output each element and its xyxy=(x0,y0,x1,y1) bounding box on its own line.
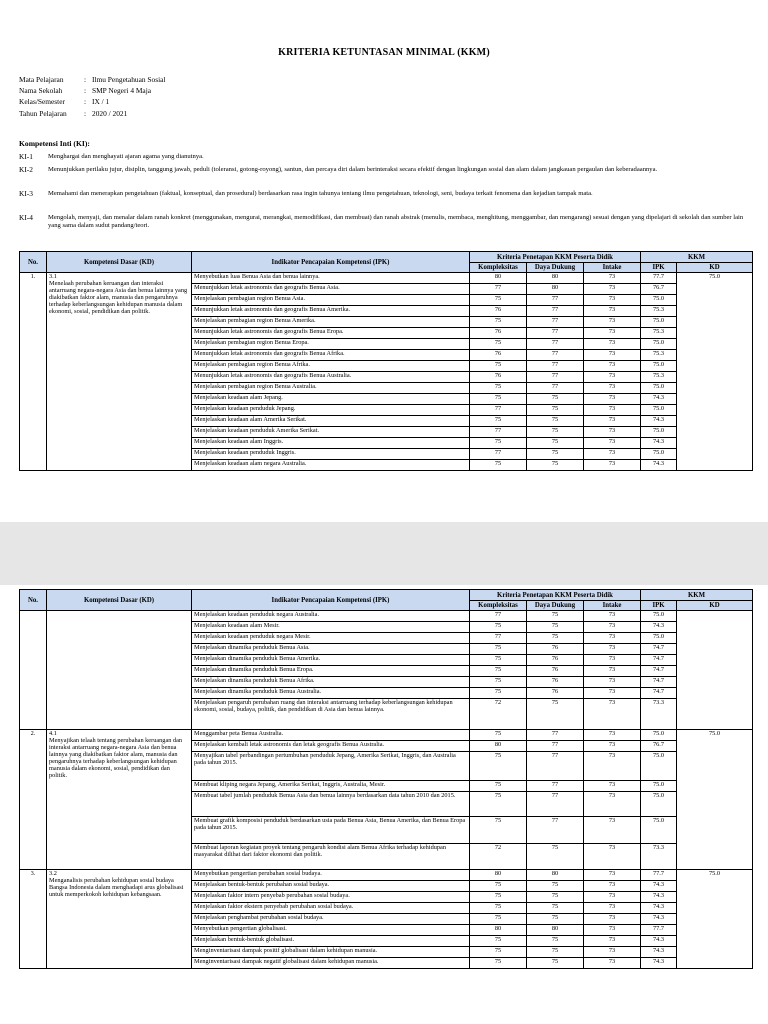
ipk-cell: Menginventarisasi dampak positif globalisasi dalam kehidupan manusia. xyxy=(192,947,470,958)
ipk-cell: Menjelaskan dinamika penduduk Benua Afrika. xyxy=(192,677,470,688)
meta-value: IX / 1 xyxy=(92,97,110,107)
kompleksitas-cell: 75 xyxy=(470,914,527,925)
kompleksitas-cell: 77 xyxy=(470,427,527,438)
daya-dukung-cell: 77 xyxy=(527,792,584,817)
intake-cell: 73 xyxy=(584,792,641,817)
kompleksitas-cell: 75 xyxy=(470,438,527,449)
col-header-no: No. xyxy=(20,252,47,273)
intake-cell: 73 xyxy=(584,611,641,622)
kkm-ipk-cell: 74.3 xyxy=(641,903,677,914)
row-number: 2. xyxy=(20,730,47,870)
kkm-ipk-cell: 74.7 xyxy=(641,655,677,666)
intake-cell: 73 xyxy=(584,892,641,903)
ipk-cell: Menjelaskan penghambat perubahan sosial budaya. xyxy=(192,914,470,925)
intake-cell: 73 xyxy=(584,958,641,969)
table-row xyxy=(20,273,753,284)
ipk-cell: Membuat tabel jumlah penduduk Benua Asia dan benua lainnya berdasarkan data tahun 2010 dan 2015. xyxy=(192,792,470,817)
kompleksitas-cell: 75 xyxy=(470,295,527,306)
kompleksitas-cell: 80 xyxy=(470,273,527,284)
col-header-intake: Intake xyxy=(584,601,641,611)
kkm-ipk-cell: 74.7 xyxy=(641,677,677,688)
kd-code: 4.1 xyxy=(49,730,57,737)
kd-cell xyxy=(47,730,192,870)
daya-dukung-cell: 77 xyxy=(527,817,584,844)
ki-label: KI-2 xyxy=(19,165,33,174)
daya-dukung-cell: 76 xyxy=(527,677,584,688)
page-title: KRITERIA KETUNTASAN MINIMAL (KKM) xyxy=(278,47,490,58)
ipk-cell: Menjelaskan keadaan penduduk Jepang. xyxy=(192,405,470,416)
kompleksitas-cell: 75 xyxy=(470,936,527,947)
intake-cell: 73 xyxy=(584,688,641,699)
ipk-cell: Menginventarisasi dampak negatif globalisasi dalam kehidupan manusia. xyxy=(192,958,470,969)
intake-cell: 73 xyxy=(584,383,641,394)
kkm-ipk-cell: 75.3 xyxy=(641,372,677,383)
daya-dukung-cell: 75 xyxy=(527,427,584,438)
ipk-cell: Menjelaskan pembagian region Benua Amerika. xyxy=(192,317,470,328)
kompleksitas-cell: 75 xyxy=(470,677,527,688)
kompleksitas-cell: 77 xyxy=(470,611,527,622)
col-header-intake: Intake xyxy=(584,263,641,273)
ipk-cell: Menunjukkan letak astronomis dan geografis Benua Afrika. xyxy=(192,350,470,361)
ki-text: Mengolah, menyaji, dan menalar dalam ranah konkret (menggunakan, mengurai, merangkai, memodifikasi, dan membuat) dan ranah abstrak (menulis, membaca, menghitung, menggambar, dan mengarang) sesuai dengan yang dipelajari di sekolah dan sumber lain yang sama dalam sudut pandang/teori. xyxy=(48,214,744,230)
kkm-ipk-cell: 74.3 xyxy=(641,958,677,969)
ki-item xyxy=(19,166,749,174)
col-header-ipk: Indikator Pencapaian Kompetensi (IPK) xyxy=(192,252,470,273)
ipk-cell: Menjelaskan dinamika penduduk Benua Asia. xyxy=(192,644,470,655)
ipk-cell: Menjelaskan keadaan alam Inggris. xyxy=(192,438,470,449)
kkm-ipk-cell: 74.7 xyxy=(641,644,677,655)
ipk-cell: Menunjukkan letak astronomis dan geografis Benua Australia. xyxy=(192,372,470,383)
col-header-no: No. xyxy=(20,590,47,611)
ipk-cell: Menjelaskan dinamika penduduk Benua Amerika. xyxy=(192,655,470,666)
ipk-cell: Menyebutkan luas Benua Asia dan benua lainnya. xyxy=(192,273,470,284)
kkm-ipk-cell: 75.3 xyxy=(641,306,677,317)
ipk-cell: Menjelaskan keadaan penduduk negara Mesir. xyxy=(192,633,470,644)
col-header-kkm-kd: KD xyxy=(677,601,753,611)
kkm-ipk-cell: 75.0 xyxy=(641,817,677,844)
kompleksitas-cell: 77 xyxy=(470,284,527,295)
intake-cell: 73 xyxy=(584,284,641,295)
ipk-cell: Menjelaskan keadaan alam Amerika Serikat. xyxy=(192,416,470,427)
daya-dukung-cell: 77 xyxy=(527,361,584,372)
intake-cell: 73 xyxy=(584,427,641,438)
ki-text: Menghargai dan menghayati ajaran agama yang dianutnya. xyxy=(48,153,204,160)
kompleksitas-cell: 75 xyxy=(470,730,527,741)
meta-value: Ilmu Pengetahuan Sosial xyxy=(92,75,166,84)
daya-dukung-cell: 80 xyxy=(527,273,584,284)
kd-text: Menyajikan telaah tentang perubahan keruangan dan interaksi antarruang negara-negara Asia dan benua lainnya yang diakibatkan faktor alam, manusia dan pengaruhnya terhadap keberlangsungan kehidupan manusia dalam ekonomi, sosial, pendidikan dan politik. xyxy=(49,737,183,779)
intake-cell: 73 xyxy=(584,633,641,644)
kompleksitas-cell: 76 xyxy=(470,306,527,317)
daya-dukung-cell: 75 xyxy=(527,405,584,416)
kkm-ipk-cell: 74.3 xyxy=(641,394,677,405)
col-header-kriteria: Kriteria Penetapan KKM Peserta Didik xyxy=(470,590,641,601)
kkm-ipk-cell: 75.3 xyxy=(641,328,677,339)
daya-dukung-cell: 80 xyxy=(527,925,584,936)
kompleksitas-cell: 75 xyxy=(470,361,527,372)
kkm-ipk-cell: 75.0 xyxy=(641,449,677,460)
intake-cell: 73 xyxy=(584,870,641,881)
kompleksitas-cell: 75 xyxy=(470,383,527,394)
kompleksitas-cell: 80 xyxy=(470,870,527,881)
kkm-ipk-cell: 75.0 xyxy=(641,339,677,350)
kkm-ipk-cell: 74.3 xyxy=(641,914,677,925)
kkm-ipk-cell: 77.7 xyxy=(641,870,677,881)
ipk-cell: Menjelaskan pengaruh perubahan ruang dan interaksi antarruang terhadap keberlangsungan kehidupan ekonomi, sosial, budaya, politik, dan pendidikan di Asia dan benua lainnya. xyxy=(192,699,470,730)
daya-dukung-cell: 77 xyxy=(527,328,584,339)
intake-cell: 73 xyxy=(584,925,641,936)
kompleksitas-cell: 77 xyxy=(470,449,527,460)
ipk-cell: Menjelaskan keadaan penduduk Inggris. xyxy=(192,449,470,460)
ipk-cell: Menjelaskan kembali letak astronomis dan letak geografis Benua Australia. xyxy=(192,741,470,752)
kkm-ipk-cell: 75.0 xyxy=(641,781,677,792)
kompleksitas-cell: 75 xyxy=(470,655,527,666)
kkm-ipk-cell: 75.0 xyxy=(641,611,677,622)
intake-cell: 73 xyxy=(584,844,641,870)
kompleksitas-cell: 75 xyxy=(470,339,527,350)
daya-dukung-cell: 77 xyxy=(527,781,584,792)
daya-dukung-cell: 75 xyxy=(527,947,584,958)
ki-label: KI-3 xyxy=(19,189,33,198)
daya-dukung-cell: 75 xyxy=(527,622,584,633)
ipk-cell: Menyebutkan pengertian globalisasi. xyxy=(192,925,470,936)
daya-dukung-cell: 76 xyxy=(527,644,584,655)
kompleksitas-cell: 75 xyxy=(470,394,527,405)
kompleksitas-cell: 75 xyxy=(470,317,527,328)
ipk-cell: Membuat kliping negara Jepang, Amerika Serikat, Inggris, Australia, Mesir. xyxy=(192,781,470,792)
meta-block: Mata Pelajaran : Ilmu Pengetahuan Sosial Nama Sekolah : SMP Negeri 4 Maja Kelas/Semester : IX / 1 Tahun Pelajaran : 2020 / 2021 xyxy=(19,75,166,118)
ki-item xyxy=(19,190,749,198)
kkm-ipk-cell: 73.3 xyxy=(641,844,677,870)
intake-cell: 73 xyxy=(584,416,641,427)
daya-dukung-cell: 76 xyxy=(527,666,584,677)
ipk-cell: Menyebutkan pengertian perubahan sosial budaya. xyxy=(192,870,470,881)
kkm-ipk-cell: 74.3 xyxy=(641,438,677,449)
kompleksitas-cell: 76 xyxy=(470,372,527,383)
ki-title: Kompetensi Inti (KI): xyxy=(19,139,90,148)
intake-cell: 73 xyxy=(584,817,641,844)
kkm-ipk-cell: 74.7 xyxy=(641,688,677,699)
kompleksitas-cell: 75 xyxy=(470,947,527,958)
intake-cell: 73 xyxy=(584,405,641,416)
kkm-ipk-cell: 75.0 xyxy=(641,427,677,438)
ipk-cell: Membuat grafik komposisi penduduk berdasarkan usia pada Benua Asia, Benua Amerika, dan Benua Eropa pada tahun 2015. xyxy=(192,817,470,844)
kkm-ipk-cell: 75.0 xyxy=(641,730,677,741)
intake-cell: 73 xyxy=(584,947,641,958)
kompleksitas-cell: 75 xyxy=(470,644,527,655)
kkm-ipk-cell: 75.0 xyxy=(641,361,677,372)
kkm-ipk-cell: 77.7 xyxy=(641,925,677,936)
intake-cell: 73 xyxy=(584,781,641,792)
table-row xyxy=(20,730,753,741)
daya-dukung-cell: 77 xyxy=(527,306,584,317)
kompleksitas-cell: 75 xyxy=(470,903,527,914)
ipk-cell: Menjelaskan bentuk-bentuk perubahan sosial budaya. xyxy=(192,881,470,892)
daya-dukung-cell: 75 xyxy=(527,394,584,405)
ki-label: KI-1 xyxy=(19,152,33,161)
daya-dukung-cell: 75 xyxy=(527,633,584,644)
kkm-ipk-cell: 77.7 xyxy=(641,273,677,284)
intake-cell: 73 xyxy=(584,438,641,449)
kkm-kd-cell: 75.0 xyxy=(677,730,753,870)
intake-cell: 73 xyxy=(584,752,641,781)
intake-cell: 73 xyxy=(584,394,641,405)
table-row xyxy=(20,611,753,622)
intake-cell: 73 xyxy=(584,372,641,383)
kompleksitas-cell: 77 xyxy=(470,633,527,644)
ki-text: Memahami dan menerapkan pengetahuan (faktual, konseptual, dan prosedural) berdasarkan rasa ingin tahunya tentang ilmu pengetahuan, teknologi, seni, budaya terkait fenomena dan kejadian tampak mata. xyxy=(48,190,593,197)
intake-cell: 73 xyxy=(584,936,641,947)
table-row xyxy=(20,870,753,881)
kompleksitas-cell: 75 xyxy=(470,817,527,844)
kompleksitas-cell: 75 xyxy=(470,752,527,781)
intake-cell: 73 xyxy=(584,644,641,655)
kkm-ipk-cell: 74.3 xyxy=(641,622,677,633)
kd-text: Menganalisis perubahan kehidupan sosial budaya Bangsa Indonesia dalam menghadapi arus globalisasi untuk memperkokoh kehidupan kebangsaan. xyxy=(49,877,184,898)
kkm-ipk-cell: 74.3 xyxy=(641,936,677,947)
ipk-cell: Menggambar peta Benua Australia. xyxy=(192,730,470,741)
col-header-kompleksitas: Kompleksitas xyxy=(470,601,527,611)
kompleksitas-cell: 80 xyxy=(470,741,527,752)
kkm-ipk-cell: 75.0 xyxy=(641,383,677,394)
kompleksitas-cell: 75 xyxy=(470,958,527,969)
daya-dukung-cell: 75 xyxy=(527,438,584,449)
kompleksitas-cell: 75 xyxy=(470,892,527,903)
ipk-cell: Menunjukkan letak astronomis dan geografis Benua Eropa. xyxy=(192,328,470,339)
kompleksitas-cell: 75 xyxy=(470,792,527,817)
kkm-ipk-cell: 73.3 xyxy=(641,699,677,730)
col-header-daya-dukung: Daya Dukung xyxy=(527,601,584,611)
intake-cell: 73 xyxy=(584,677,641,688)
kompleksitas-cell: 75 xyxy=(470,460,527,471)
ki-item xyxy=(19,214,749,230)
meta-value: 2020 / 2021 xyxy=(92,108,128,118)
meta-key: Tahun Pelajaran xyxy=(19,108,67,118)
col-header-kompleksitas: Kompleksitas xyxy=(470,263,527,273)
intake-cell: 73 xyxy=(584,328,641,339)
daya-dukung-cell: 75 xyxy=(527,914,584,925)
intake-cell: 73 xyxy=(584,881,641,892)
col-header-kriteria: Kriteria Penetapan KKM Peserta Didik xyxy=(470,252,641,263)
daya-dukung-cell: 76 xyxy=(527,688,584,699)
daya-dukung-cell: 75 xyxy=(527,958,584,969)
row-number xyxy=(20,611,47,730)
kkm-ipk-cell: 75.0 xyxy=(641,317,677,328)
daya-dukung-cell: 75 xyxy=(527,699,584,730)
daya-dukung-cell: 75 xyxy=(527,449,584,460)
ki-label: KI-4 xyxy=(19,213,33,222)
intake-cell: 73 xyxy=(584,361,641,372)
intake-cell: 73 xyxy=(584,730,641,741)
daya-dukung-cell: 77 xyxy=(527,350,584,361)
page-gap xyxy=(0,522,768,585)
daya-dukung-cell: 77 xyxy=(527,383,584,394)
daya-dukung-cell: 77 xyxy=(527,372,584,383)
col-header-kd: Kompetensi Dasar (KD) xyxy=(47,252,192,273)
kkm-kd-cell: 75.0 xyxy=(677,870,753,969)
kkm-table-2 xyxy=(19,589,753,969)
meta-value: SMP Negeri 4 Maja xyxy=(92,86,152,96)
intake-cell: 73 xyxy=(584,699,641,730)
kkm-ipk-cell: 76.7 xyxy=(641,741,677,752)
intake-cell: 73 xyxy=(584,306,641,317)
kd-text: Menelaah perubahan keruangan dan interaksi antarruang negara-negara Asia dan benua lainnya yang diakibatkan faktor alam, manusia dan pengaruhnya terhadap keberlangsungan kehidupan manusia dalam ekonomi, sosial, pendidikan dan politik. xyxy=(49,280,188,315)
intake-cell: 73 xyxy=(584,273,641,284)
daya-dukung-cell: 75 xyxy=(527,844,584,870)
ipk-cell: Menjelaskan pembagian region Benua Australia. xyxy=(192,383,470,394)
ipk-cell: Menjelaskan faktor ekstern penyebab perubahan sosial budaya. xyxy=(192,903,470,914)
col-header-ipk: Indikator Pencapaian Kompetensi (IPK) xyxy=(192,590,470,611)
daya-dukung-cell: 75 xyxy=(527,611,584,622)
daya-dukung-cell: 77 xyxy=(527,730,584,741)
ki-text: Menunjukkan perilaku jujur, disiplin, tanggung jawab, peduli (toleransi, gotong-royong), santun, dan percaya diri dalam berinteraksi secara efektif dengan lingkungan sosial dan alam dalam jangkauan pergaulan dan keberadaannya. xyxy=(48,166,658,173)
ipk-cell: Menjelaskan pembagian region Benua Eropa. xyxy=(192,339,470,350)
kd-cell xyxy=(47,870,192,969)
kd-cell xyxy=(47,273,192,471)
kkm-ipk-cell: 75.0 xyxy=(641,752,677,781)
intake-cell: 73 xyxy=(584,914,641,925)
intake-cell: 73 xyxy=(584,339,641,350)
ipk-cell: Menjelaskan pembagian region Benua Asia. xyxy=(192,295,470,306)
daya-dukung-cell: 75 xyxy=(527,936,584,947)
daya-dukung-cell: 75 xyxy=(527,903,584,914)
ipk-cell: Menjelaskan keadaan alam Mesir. xyxy=(192,622,470,633)
col-header-kkm: KKM xyxy=(641,590,753,601)
meta-key: Nama Sekolah xyxy=(19,86,63,96)
kkm-ipk-cell: 74.3 xyxy=(641,460,677,471)
intake-cell: 73 xyxy=(584,622,641,633)
kompleksitas-cell: 77 xyxy=(470,405,527,416)
ipk-cell: Menyajikan tabel perbandingan pertumbuhan penduduk Jepang, Amerika Serikat, Inggris, dan Australia pada tahun 2015. xyxy=(192,752,470,781)
meta-key: Kelas/Semester xyxy=(19,97,65,107)
intake-cell: 73 xyxy=(584,741,641,752)
kkm-ipk-cell: 75.0 xyxy=(641,792,677,817)
ipk-cell: Menjelaskan keadaan penduduk Amerika Serikat. xyxy=(192,427,470,438)
kd-cell xyxy=(47,611,192,730)
daya-dukung-cell: 75 xyxy=(527,416,584,427)
daya-dukung-cell: 77 xyxy=(527,295,584,306)
daya-dukung-cell: 76 xyxy=(527,655,584,666)
kkm-ipk-cell: 75.0 xyxy=(641,405,677,416)
kkm-ipk-cell: 76.7 xyxy=(641,284,677,295)
ki-item xyxy=(19,153,749,161)
ipk-cell: Menunjukkan letak astronomis dan geografis Benua Amerika. xyxy=(192,306,470,317)
kkm-kd-cell xyxy=(677,611,753,730)
intake-cell: 73 xyxy=(584,903,641,914)
daya-dukung-cell: 80 xyxy=(527,870,584,881)
daya-dukung-cell: 75 xyxy=(527,892,584,903)
ipk-cell: Menjelaskan dinamika penduduk Benua Australia. xyxy=(192,688,470,699)
intake-cell: 73 xyxy=(584,449,641,460)
intake-cell: 73 xyxy=(584,295,641,306)
kkm-ipk-cell: 74.3 xyxy=(641,881,677,892)
kompleksitas-cell: 75 xyxy=(470,688,527,699)
ipk-cell: Menjelaskan keadaan alam negara Australia. xyxy=(192,460,470,471)
kompleksitas-cell: 75 xyxy=(470,622,527,633)
col-header-kkm-kd: KD xyxy=(677,263,753,273)
kkm-table-1 xyxy=(19,251,753,471)
daya-dukung-cell: 75 xyxy=(527,881,584,892)
kkm-ipk-cell: 74.3 xyxy=(641,892,677,903)
kompleksitas-cell: 72 xyxy=(470,844,527,870)
kompleksitas-cell: 80 xyxy=(470,925,527,936)
kd-code: 3.2 xyxy=(49,870,57,877)
ipk-cell: Menjelaskan bentuk-bentuk globalisasi. xyxy=(192,936,470,947)
intake-cell: 73 xyxy=(584,655,641,666)
ipk-cell: Menjelaskan dinamika penduduk Benua Eropa. xyxy=(192,666,470,677)
ipk-cell: Menjelaskan keadaan alam Jepang. xyxy=(192,394,470,405)
ipk-cell: Membuat laporan kegiatan proyek tentang pengaruh kondisi alam Benua Afrika terhadap kehidupan masyarakat dilihat dari faktor ekonomi dan politik. xyxy=(192,844,470,870)
intake-cell: 73 xyxy=(584,350,641,361)
ipk-cell: Menunjukkan letak astronomis dan geografis Benua Asia. xyxy=(192,284,470,295)
kkm-kd-cell: 75.0 xyxy=(677,273,753,471)
kd-code: 3.1 xyxy=(49,273,57,280)
kkm-ipk-cell: 75.0 xyxy=(641,295,677,306)
col-header-kd: Kompetensi Dasar (KD) xyxy=(47,590,192,611)
col-header-kkm-ipk: IPK xyxy=(641,601,677,611)
daya-dukung-cell: 80 xyxy=(527,284,584,295)
kompleksitas-cell: 76 xyxy=(470,328,527,339)
kkm-ipk-cell: 74.3 xyxy=(641,416,677,427)
col-header-kkm-ipk: IPK xyxy=(641,263,677,273)
kkm-ipk-cell: 75.3 xyxy=(641,350,677,361)
kompleksitas-cell: 75 xyxy=(470,781,527,792)
daya-dukung-cell: 75 xyxy=(527,460,584,471)
kompleksitas-cell: 72 xyxy=(470,699,527,730)
daya-dukung-cell: 77 xyxy=(527,339,584,350)
daya-dukung-cell: 77 xyxy=(527,317,584,328)
ipk-cell: Menjelaskan faktor intern penyebab perubahan sosial budaya. xyxy=(192,892,470,903)
kompleksitas-cell: 75 xyxy=(470,416,527,427)
col-header-daya-dukung: Daya Dukung xyxy=(527,263,584,273)
intake-cell: 73 xyxy=(584,317,641,328)
intake-cell: 73 xyxy=(584,460,641,471)
kkm-ipk-cell: 75.0 xyxy=(641,633,677,644)
intake-cell: 73 xyxy=(584,666,641,677)
daya-dukung-cell: 77 xyxy=(527,741,584,752)
kompleksitas-cell: 75 xyxy=(470,881,527,892)
ipk-cell: Menjelaskan keadaan penduduk negara Australia. xyxy=(192,611,470,622)
kkm-ipk-cell: 74.7 xyxy=(641,666,677,677)
ipk-cell: Menjelaskan pembagian region Benua Afrika. xyxy=(192,361,470,372)
kkm-ipk-cell: 74.3 xyxy=(641,947,677,958)
row-number: 3. xyxy=(20,870,47,969)
col-header-kkm: KKM xyxy=(641,252,753,263)
row-number: 1. xyxy=(20,273,47,471)
kompleksitas-cell: 76 xyxy=(470,350,527,361)
daya-dukung-cell: 77 xyxy=(527,752,584,781)
kompleksitas-cell: 75 xyxy=(470,666,527,677)
meta-key: Mata Pelajaran xyxy=(19,75,64,84)
